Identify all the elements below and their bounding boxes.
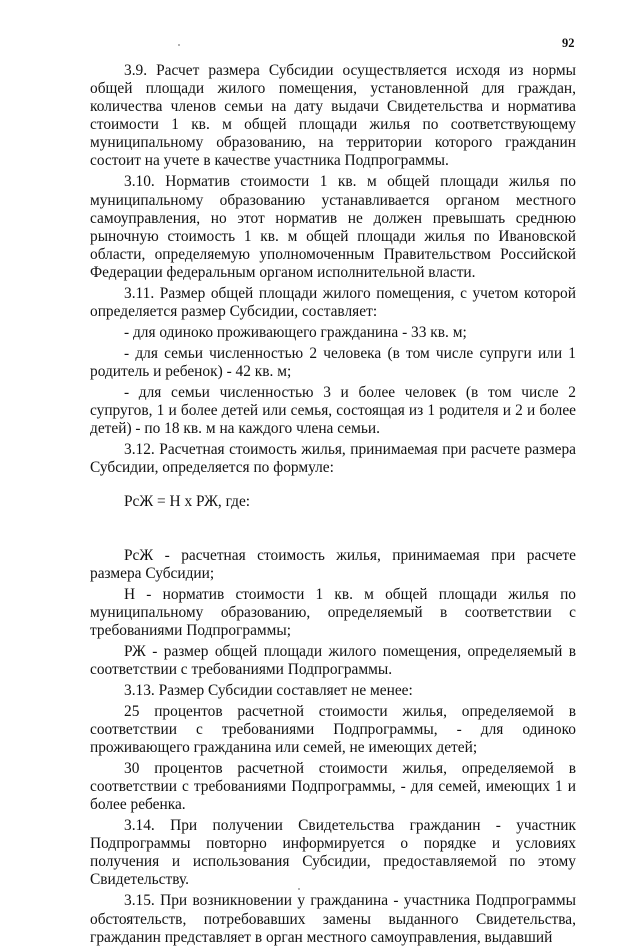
paragraph-3-13: 3.13. Размер Субсидии составляет не менее: (124, 681, 413, 699)
formula: РсЖ = Н х РЖ, где: (124, 493, 251, 511)
scan-speck (298, 888, 300, 890)
definition-rszh: РсЖ - расчетная стоимость жилья, принимаемая при расчете размера Субсидии; (90, 546, 576, 582)
page-number: 92 (562, 36, 575, 50)
list-item-family-2: - для семьи численностью 2 человека (в том числе супруги или 1 родитель и ребенок) - 42 кв. м; (90, 344, 576, 381)
paragraph-3-11: 3.11. Размер общей площади жилого помещения, с учетом которой определяется размер Субсидии, составляет: (90, 284, 576, 320)
subsidy-25-percent: 25 процентов расчетной стоимости жилья, определяемой в соответствии с требованиями Подпрограммы, - для одиноко проживающего гражданина или семей, не имеющих детей; (90, 702, 576, 756)
list-item-family-3: - для семьи численностью 3 и более человек (в том числе 2 супругов, 1 и более детей или семья, состоящая из 1 родителя и 2 и более детей) - по 18 кв. м на каждого члена семьи. (90, 384, 576, 438)
scan-speck (178, 44, 180, 46)
paragraph-3-15: 3.15. При возникновении у гражданина - участника Подпрограммы обстоятельств, потребовавших замены выданного Свидетельства, гражданин представляет в орган местного самоуправления, выдавший (90, 892, 576, 946)
paragraph-3-10: 3.10. Норматив стоимости 1 кв. м общей площади жилья по муниципальному образованию устанавливается органом местного самоуправления, но этот норматив не должен превышать среднюю рыночную стоимость 1 кв. м общей площади жилья по Ивановской области, определяемую уполномоченным Правительством Российской Федерации федеральным органом исполнительной власти. (90, 173, 576, 281)
paragraph-3-9: 3.9. Расчет размера Субсидии осуществляется исходя из нормы общей площади жилого помещения, установленной для граждан, количества членов семьи на дату выдачи Свидетельства и норматива стоимости 1 кв. м общей площади жилья по соответствующему муниципальному образованию, на территории которого гражданин состоит на учете в качестве участника Подпрограммы. (90, 62, 576, 170)
definition-n: Н - норматив стоимости 1 кв. м общей площади жилья по муниципальному образованию, определяемый в соответствии с требованиями Подпрограммы; (90, 585, 576, 639)
paragraph-3-14: 3.14. При получении Свидетельства гражданин - участник Подпрограммы повторно информируется о порядке и условиях получения и использования Субсидии, предоставляемой по этому Свидетельству. (90, 817, 576, 889)
document-body (90, 62, 576, 950)
subsidy-30-percent: 30 процентов расчетной стоимости жилья, определяемой в соответствии с требованиями Подпрограммы, - для семей, имеющих 1 и более ребенка. (90, 759, 576, 814)
definition-rzh: РЖ - размер общей площади жилого помещения, определяемый в соответствии с требованиями Подпрограммы. (90, 642, 576, 678)
paragraph-3-12: 3.12. Расчетная стоимость жилья, принимаемая при расчете размера Субсидии, определяется по формуле: (90, 441, 576, 477)
list-item-single: - для одиноко проживающего гражданина - 33 кв. м; (124, 323, 467, 341)
